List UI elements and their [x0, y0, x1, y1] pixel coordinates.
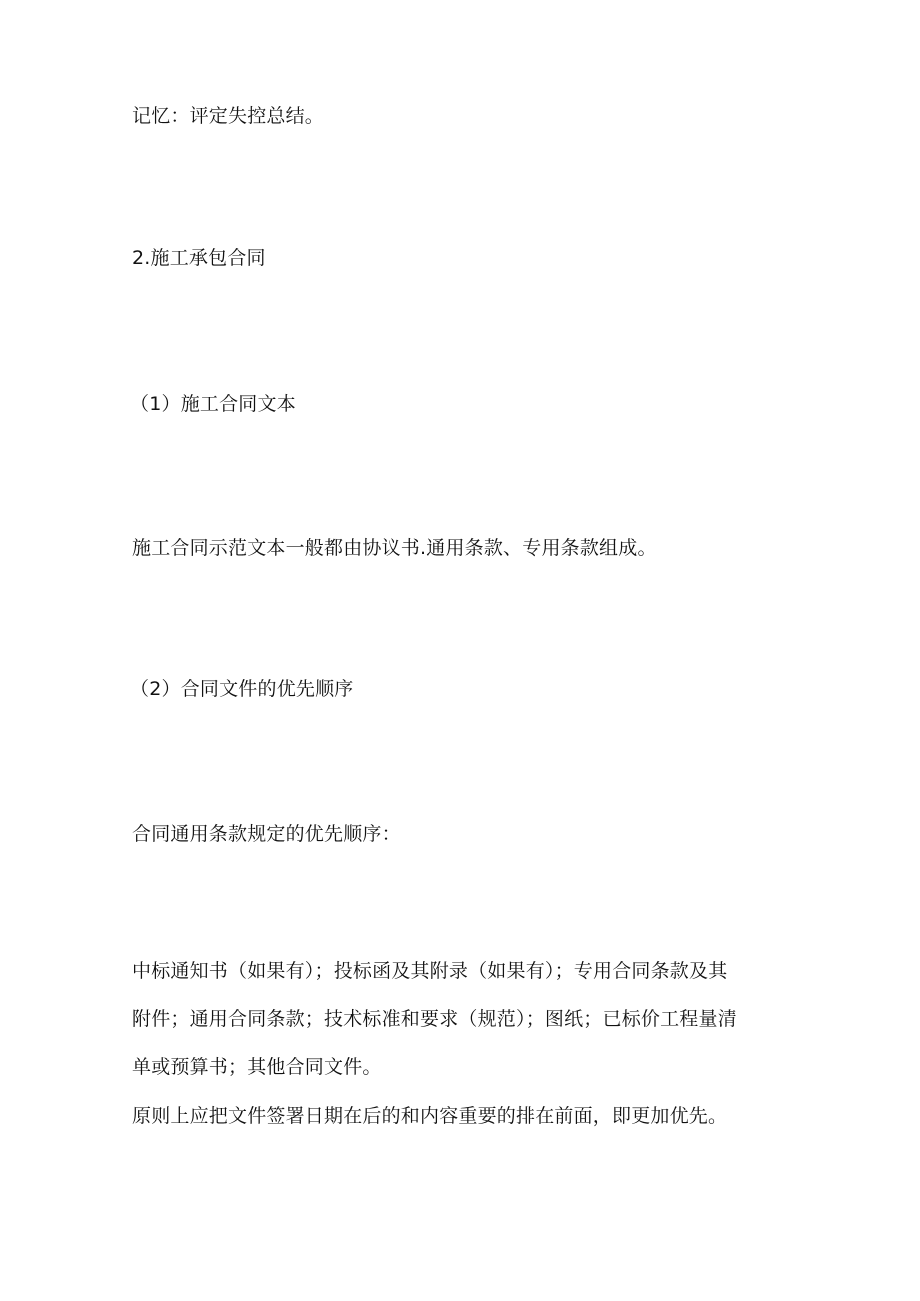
priority-intro: 合同通用条款规定的优先顺序：: [132, 823, 401, 845]
priority-list-paragraph: [132, 958, 737, 1080]
memory-note: 记忆：评定失控总结。: [132, 105, 325, 127]
priority-list-line: 单或预算书；其他合同文件。: [132, 1056, 382, 1078]
priority-list-line: 中标通知书（如果有）；投标函及其附录（如果有）；专用合同条款及其: [132, 960, 728, 982]
section-title: 2.施工承包合同: [132, 247, 266, 269]
principle-text: 原则上应把文件签署日期在后的和内容重要的排在前面，即更加优先。: [132, 1105, 728, 1127]
priority-list-line: 附件；通用合同条款；技术标准和要求（规范）；图纸；已标价工程量清: [132, 1008, 737, 1030]
subsection-2-title: （2）合同文件的优先顺序: [130, 678, 354, 700]
subsection-1-title: （1）施工合同文本: [130, 393, 296, 415]
subsection-1-text: 施工合同示范文本一般都由协议书.通用条款、专用条款组成。: [132, 537, 657, 559]
